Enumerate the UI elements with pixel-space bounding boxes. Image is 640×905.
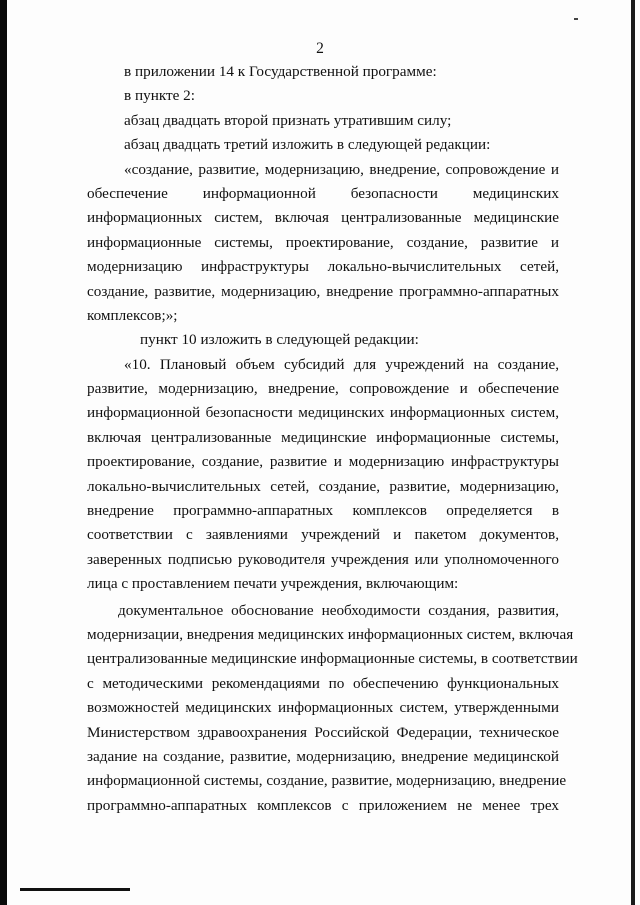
document-body [87,60,578,818]
text-line: информационные системы, проектирование, создание, развитие и [87,233,559,251]
text-line: абзац двадцать второй признать утратившим силу; [124,111,452,129]
text-line: создание, развитие, модернизацию, внедрение программно-аппаратных [87,282,559,300]
text-line: информационной системы, создание, развитие, модернизацию, внедрение [87,772,567,790]
text-line: централизованные медицинские информационные системы, в соответствии [87,650,578,668]
text-line: задание на создание, развитие, модернизацию, внедрение медицинской [87,747,559,765]
scan-speck [574,18,578,20]
text-line: включая централизованные медицинские информационные системы, [87,428,559,446]
scan-edge-right [631,0,635,905]
text-line: возможностей медицинских информационных систем, утвержденными [87,699,559,717]
text-line: локально-вычислительных сетей, создание, развитие, модернизацию, [87,477,559,495]
text-line: проектирование, создание, развитие и модернизацию инфраструктуры [87,453,559,471]
text-line: соответствии с заявлениями учреждений и пакетом документов, [87,526,559,544]
text-line: в пункте 2: [124,87,195,105]
text-line: «создание, развитие, модернизацию, внедрение, сопровождение и [124,160,559,178]
text-line: информационных систем, включая централизованные медицинские [87,209,559,227]
text-line: документальное обоснование необходимости создания, развития, [118,601,559,619]
text-line: с методическими рекомендациями по обеспечению функциональных [87,674,559,692]
text-line: комплексов;»; [87,306,178,324]
text-line: обеспечение информационной безопасности медицинских [87,184,559,202]
text-line: заверенных подписью руководителя учреждения или уполномоченного [87,550,559,568]
text-line: программно-аппаратных комплексов с приложением не менее трех [87,796,559,814]
text-line: развитие, модернизацию, внедрение, сопровождение и обеспечение [87,380,559,398]
text-line: модернизации, внедрения медицинских информационных систем, включая [87,625,574,643]
text-line: пункт 10 изложить в следующей редакции: [140,331,419,349]
text-line: в приложении 14 к Государственной программе: [124,63,437,80]
scan-edge-left [0,0,7,905]
text-line: Министерством здравоохранения Российской Федерации, техническое [87,723,559,741]
text-line: модернизацию инфраструктуры локально-вычислительных сетей, [87,258,559,276]
scan-bottom-mark [20,888,130,891]
page-number: 2 [316,40,324,57]
text-line: абзац двадцать третий изложить в следующей редакции: [124,136,491,154]
text-line: внедрение программно-аппаратных комплексов определяется в [87,502,559,520]
text-line: лица с проставлением печати учреждения, включающим: [87,575,459,593]
text-line: информационной безопасности медицинских информационных систем, [87,404,559,422]
text-line: «10. Плановый объем субсидий для учреждений на создание, [124,355,559,373]
